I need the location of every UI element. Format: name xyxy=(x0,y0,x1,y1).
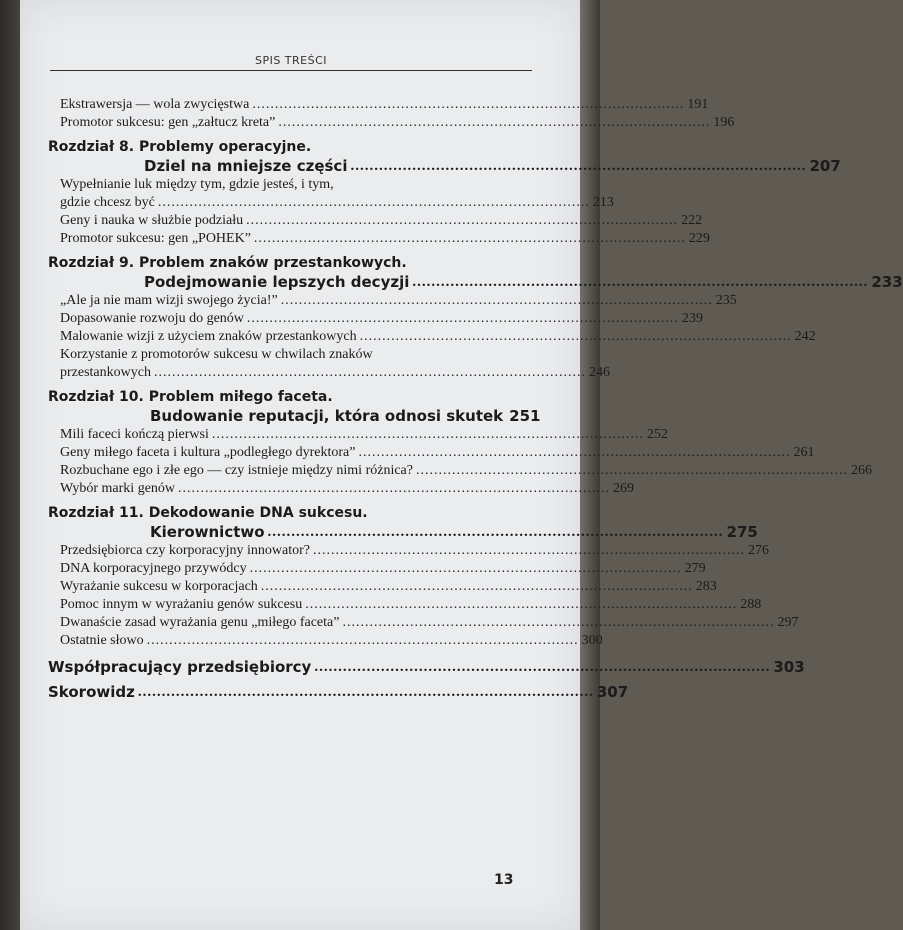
toc-entry-page: 266 xyxy=(850,463,872,478)
toc-entry-page: 269 xyxy=(613,481,635,496)
chapter-subtitle: Podejmowanie lepszych decyzji xyxy=(144,273,410,291)
toc-entry xyxy=(60,328,816,346)
toc-entry xyxy=(60,614,799,632)
toc-entry xyxy=(60,560,706,578)
toc-entry-title-line1: Korzystanie z promotorów sukcesu w chwilach znaków xyxy=(60,347,373,362)
toc-entry xyxy=(60,632,603,650)
toc-entry-title: Ostatnie słowo xyxy=(60,633,144,648)
toc-entry-page: 279 xyxy=(684,561,706,576)
toc-entry xyxy=(60,212,703,230)
toc-entry xyxy=(60,542,769,560)
toc-entry xyxy=(60,292,737,310)
dot-leader: ................................................................................................ xyxy=(153,365,586,380)
toc-entry xyxy=(60,194,614,212)
dot-leader: ................................................................................................ xyxy=(146,633,579,648)
toc-entry-page: 283 xyxy=(695,579,717,594)
toc-entry-page: 297 xyxy=(777,615,799,630)
chapter-subtitle: Budowanie reputacji, która odnosi skutek xyxy=(150,407,504,425)
toc-entry-title: Wyrażanie sukcesu w korporacjach xyxy=(60,579,258,594)
toc-entry-page: 229 xyxy=(688,231,710,246)
toc-entry xyxy=(60,96,709,114)
toc-entry-title: DNA korporacyjnego przywódcy xyxy=(60,561,247,576)
toc-entry-page: 239 xyxy=(681,311,703,326)
chapter-heading-line2 xyxy=(60,157,841,176)
toc-entry xyxy=(60,596,762,614)
toc-entry-title-line2: gdzie chcesz być xyxy=(60,195,155,210)
toc-entry-title-line2: przestankowych xyxy=(60,365,151,380)
toc-entry xyxy=(60,310,703,328)
toc-entry-title: Wybór marki genów xyxy=(60,481,176,496)
toc-entry-major xyxy=(48,658,805,677)
toc-entry-page: 288 xyxy=(740,597,762,612)
dot-leader: ................................................................................................ xyxy=(350,158,807,174)
toc-entry-page: 242 xyxy=(794,329,816,344)
toc-entry-title: Współpracujący przedsiębiorcy xyxy=(48,658,312,676)
chapter-11 xyxy=(48,504,799,650)
chapter-page: 207 xyxy=(809,157,841,175)
toc-entry-title: „Ale ja nie mam wizji swojego życia!” xyxy=(60,293,278,308)
toc-entry xyxy=(60,114,735,132)
dot-leader: ................................................................................................ xyxy=(278,115,711,130)
dot-leader: ................................................................................................ xyxy=(253,231,686,246)
book-page xyxy=(20,0,903,930)
toc-entry xyxy=(60,462,872,480)
running-head: SPIS TREŚCI xyxy=(254,54,328,67)
chapter-heading-line2 xyxy=(60,407,541,426)
toc-entry-page: 300 xyxy=(581,633,603,648)
dot-leader: ................................................................................................ xyxy=(260,579,693,594)
dot-leader: ................................................................................................ xyxy=(211,427,644,442)
dot-leader: ................................................................................................ xyxy=(267,524,724,540)
dot-leader: ................................................................................................ xyxy=(280,293,713,308)
toc-entry-title: Dwanaście zasad wyrażania genu „miłego faceta” xyxy=(60,615,340,630)
chapter-heading-line2 xyxy=(60,523,758,542)
toc-entry-page: 261 xyxy=(793,445,815,460)
dot-leader: ................................................................................................ xyxy=(314,659,771,675)
chapter-9 xyxy=(48,254,903,382)
toc-entry xyxy=(60,230,710,248)
dot-leader: ................................................................................................ xyxy=(359,329,792,344)
chapter-10 xyxy=(48,388,872,498)
chapter-heading-line1: Rozdział 11. Dekodowanie DNA sukcesu. xyxy=(48,505,368,521)
toc-entry-title: Geny miłego faceta i kultura „podległego dyrektora” xyxy=(60,445,356,460)
toc-entry-title: Ekstrawersja — wola zwycięstwa xyxy=(60,97,250,112)
toc-entry-title: Pomoc innym w wyrażaniu genów sukcesu xyxy=(60,597,303,612)
toc-entry-title: Promotor sukcesu: gen „załtucz kreta” xyxy=(60,115,276,130)
toc-entry xyxy=(60,364,610,382)
dot-leader: ................................................................................................ xyxy=(358,445,791,460)
chapter-subtitle: Dziel na mniejsze części xyxy=(144,157,348,175)
toc-entry-page: 246 xyxy=(588,365,610,380)
chapter-subtitle: Kierownictwo xyxy=(150,523,265,541)
dot-leader: ................................................................................................ xyxy=(305,597,738,612)
toc-entry-page: 196 xyxy=(713,115,735,130)
chapter-heading-line1: Rozdział 10. Problem miłego faceta. xyxy=(48,389,333,405)
dot-leader: ................................................................................................ xyxy=(412,274,869,290)
dot-leader: ................................................................................................ xyxy=(178,481,611,496)
toc-entry-title: Rozbuchane ego i złe ego — czy istnieje między nimi różnica? xyxy=(60,463,413,478)
toc-entry-title: Dopasowanie rozwoju do genów xyxy=(60,311,244,326)
toc-entry-page: 213 xyxy=(592,195,614,210)
page-number: 13 xyxy=(494,872,514,888)
toc-entry-page: 252 xyxy=(646,427,668,442)
chapter-page: 251 xyxy=(509,407,541,425)
toc-entry-page: 191 xyxy=(687,97,709,112)
toc-entry-page: 222 xyxy=(681,213,703,228)
toc-entry-title: Przedsiębiorca czy korporacyjny innowator? xyxy=(60,543,310,558)
chapter-8 xyxy=(48,138,841,248)
toc-entry xyxy=(60,444,815,462)
toc-entry-page: 276 xyxy=(747,543,769,558)
dot-leader: ................................................................................................ xyxy=(312,543,745,558)
dot-leader: ................................................................................................ xyxy=(249,561,682,576)
dot-leader: ................................................................................................ xyxy=(342,615,775,630)
header-rule xyxy=(50,70,532,71)
toc-entry-title: Malowanie wizji z użyciem znaków przestankowych xyxy=(60,329,357,344)
closing-entries xyxy=(48,658,805,702)
toc-entry xyxy=(60,426,668,444)
dot-leader: ................................................................................................ xyxy=(157,195,590,210)
toc-entry xyxy=(60,578,717,596)
toc-entry-major xyxy=(48,683,629,702)
book-edge-left xyxy=(0,0,22,930)
toc-entry-title: Skorowidz xyxy=(48,683,135,701)
table-of-contents xyxy=(48,96,903,702)
toc-entry-page: 235 xyxy=(715,293,737,308)
dot-leader: ................................................................................................ xyxy=(415,463,848,478)
chapter-page: 275 xyxy=(726,523,758,541)
dot-leader: ................................................................................................ xyxy=(246,311,679,326)
toc-entry-page: 307 xyxy=(596,683,629,701)
chapter-page: 233 xyxy=(871,273,903,291)
chapter-heading-line2 xyxy=(60,273,903,292)
chapter-heading-line1: Rozdział 8. Problemy operacyjne. xyxy=(48,139,312,155)
dot-leader: ................................................................................................ xyxy=(246,213,679,228)
dot-leader: ................................................................................................ xyxy=(252,97,685,112)
toc-entry-title: Mili faceci kończą pierwsi xyxy=(60,427,209,442)
dot-leader: ................................................................................................ xyxy=(137,684,594,700)
toc-entry-title-line1: Wypełnianie luk między tym, gdzie jesteś, i tym, xyxy=(60,177,334,192)
toc-entry-title: Promotor sukcesu: gen „POHEK” xyxy=(60,231,251,246)
toc-entry-title: Geny i nauka w służbie podziału xyxy=(60,213,244,228)
toc-entry xyxy=(60,480,635,498)
toc-entry-page: 303 xyxy=(773,658,805,676)
chapter-heading-line1: Rozdział 9. Problem znaków przestankowych. xyxy=(48,255,407,271)
